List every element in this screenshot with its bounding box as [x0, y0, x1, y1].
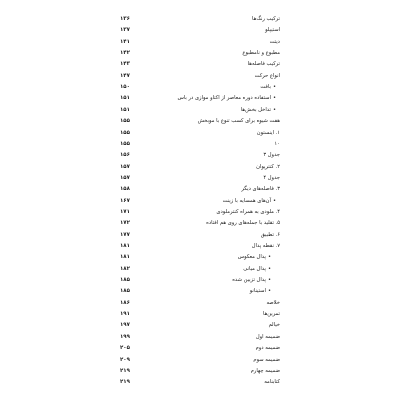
toc-entry-title — [252, 14, 280, 24]
bullet-icon: • — [267, 265, 271, 272]
toc-entry[interactable] — [120, 196, 280, 206]
toc-entry[interactable] — [120, 14, 280, 24]
toc-entry[interactable] — [120, 298, 280, 308]
toc-entry-title — [263, 309, 280, 319]
toc-entry-text: ۶. تطبیق — [260, 231, 280, 238]
toc-entry-page-number: ۱۸۱ — [120, 243, 130, 249]
bullet-icon: • — [267, 277, 271, 284]
toc-entry-text: ۵. تقلید با جمله‌های روی هم افتاده — [206, 220, 280, 227]
bullet-icon: • — [272, 106, 276, 113]
toc-entry-text: ۴. ملودی به همراه کنترملودی — [216, 208, 280, 215]
toc-entry-title — [270, 37, 280, 47]
toc-entry-text: ۱. اینستون — [256, 129, 280, 136]
toc-entry-text: خیالم — [268, 322, 280, 329]
toc-entry-text: ۷. نقطه پدال — [251, 243, 280, 249]
toc-entry[interactable] — [120, 343, 280, 353]
table-of-contents — [120, 8, 280, 394]
toc-entry-page-number: ۱۳۷ — [120, 27, 130, 34]
toc-entry-title — [264, 377, 280, 387]
toc-entry-title — [255, 71, 280, 81]
toc-entry[interactable] — [120, 71, 280, 81]
toc-entry-text: تداخل بخش‌ها — [240, 106, 271, 113]
toc-entry-page-number: ۱۴۳ — [120, 61, 130, 68]
toc-entry-title — [251, 366, 280, 376]
bullet-icon: • — [272, 197, 276, 204]
toc-entry-text: ۲. کنترپوان — [256, 163, 280, 170]
toc-entry[interactable] — [120, 25, 280, 35]
toc-entry-text: ترکیب رنگ‌ها — [252, 16, 280, 22]
toc-entry-title — [248, 59, 280, 69]
toc-entry-page-number: ۱۳۶ — [120, 16, 130, 22]
toc-entry-page-number: ۱۶۷ — [120, 197, 130, 204]
toc-entry[interactable] — [120, 173, 280, 183]
toc-entry[interactable] — [120, 162, 280, 172]
toc-entry-text: خلاصه — [266, 299, 280, 306]
toc-entry-title — [223, 196, 276, 206]
toc-entry-title — [256, 162, 280, 172]
toc-entry-page-number: ۱۹۱ — [120, 311, 130, 318]
toc-entry-title — [257, 128, 280, 138]
toc-entry[interactable] — [120, 116, 280, 126]
toc-entry[interactable] — [120, 218, 280, 228]
toc-entry[interactable] — [120, 184, 280, 194]
toc-entry-title — [198, 116, 280, 126]
toc-entry[interactable] — [120, 105, 280, 115]
toc-entry-text: مطبوع و نامطبوع — [242, 50, 280, 57]
toc-entry[interactable] — [120, 332, 280, 342]
toc-entry-page-number: ۱۵۵ — [120, 129, 130, 136]
toc-entry-page-number: ۱۵۷ — [120, 163, 130, 170]
toc-entry-page-number: ۲۱۹ — [120, 379, 130, 386]
toc-entry-title — [250, 286, 271, 296]
toc-entry-title — [267, 298, 281, 308]
toc-entry[interactable] — [120, 207, 280, 217]
bullet-icon: • — [267, 288, 271, 295]
toc-entry-title — [206, 218, 280, 228]
bullet-icon: • — [272, 95, 276, 102]
toc-entry-page-number: ۱۹۹ — [120, 333, 130, 340]
toc-entry[interactable] — [120, 309, 280, 319]
toc-entry-page-number: ۱۸۲ — [120, 265, 130, 272]
toc-entry-page-number: ۱۵۰ — [120, 84, 130, 91]
toc-entry-page-number: ۱۴۷ — [120, 72, 130, 79]
toc-entry-page-number: ۱۵۵ — [120, 118, 130, 125]
toc-entry-text: پدال میانی — [243, 265, 266, 272]
toc-entry[interactable] — [120, 150, 280, 160]
toc-entry-text: استینانو — [249, 288, 266, 295]
toc-entry-text: هفت شیوه برای کسب تنوع با موبخش — [197, 118, 280, 125]
toc-entry[interactable] — [120, 48, 280, 58]
toc-entry[interactable] — [120, 286, 280, 296]
toc-entry-text: ۳. فاصله‌های دیگر — [241, 186, 280, 193]
toc-entry-page-number: ۲۱۹ — [120, 367, 130, 374]
toc-entry-page-number: ۱۸۱ — [120, 254, 130, 261]
toc-entry-page-number: ۱۷۲ — [120, 220, 130, 227]
toc-entry-title — [274, 139, 280, 149]
toc-entry-text: کتابنامه — [264, 379, 280, 386]
toc-entry-text: انواع حرکت — [254, 72, 280, 79]
toc-entry-page-number: ۱۴۲ — [120, 50, 130, 57]
toc-entry-text: ترکیب فاصله‌ها — [247, 61, 280, 68]
toc-entry-page-number: ۱۵۱ — [120, 106, 130, 113]
toc-entry-page-number: ۱۴۱ — [120, 38, 130, 45]
toc-entry-text: ضمیمه دوم — [255, 345, 280, 352]
toc-entry-text: ۱۰ — [274, 140, 280, 147]
toc-entry[interactable] — [120, 82, 280, 92]
toc-entry-title — [263, 173, 280, 183]
toc-entry-page-number: ۱۵۸ — [120, 186, 130, 193]
toc-entry-text: ضمیمه اول — [255, 333, 280, 340]
bullet-icon: • — [267, 254, 271, 261]
bullet-icon: • — [272, 84, 276, 91]
toc-entry-page-number: ۱۷۷ — [120, 231, 130, 238]
toc-entry[interactable] — [120, 366, 280, 376]
toc-entry-page-number: ۱۷۱ — [120, 208, 130, 215]
toc-entry-title — [232, 275, 271, 285]
toc-entry[interactable] — [120, 37, 280, 47]
toc-entry-page-number: ۲۰۵ — [120, 345, 130, 352]
toc-entry-text: جدول ۴ — [263, 174, 280, 181]
toc-entry-title — [269, 320, 280, 330]
toc-entry-text: دیتت — [269, 38, 280, 45]
toc-entry-text: استفاده دوره معاصر از اکتاو موازی در باس — [177, 95, 271, 102]
toc-entry[interactable] — [120, 230, 280, 240]
toc-entry[interactable] — [120, 320, 280, 330]
toc-entry-text: پدال معکوس — [237, 254, 266, 261]
toc-entry[interactable] — [120, 252, 280, 262]
toc-entry-title — [265, 25, 280, 35]
toc-entry[interactable] — [120, 139, 280, 149]
toc-entry-title — [252, 241, 280, 251]
toc-entry-text: آن‌های همسایه با زینت — [222, 197, 271, 204]
toc-entry-text: بافت — [260, 84, 271, 91]
toc-entry-text: ضمیمه سوم — [253, 356, 280, 363]
toc-entry-title — [238, 252, 271, 262]
toc-entry[interactable] — [120, 377, 280, 387]
toc-entry-page-number: ۱۸۵ — [120, 277, 130, 284]
toc-entry-title — [242, 48, 280, 58]
toc-entry-page-number: ۲۰۹ — [120, 356, 130, 363]
toc-entry-page-number: ۱۵۶ — [120, 152, 130, 159]
toc-entry-title — [241, 184, 280, 194]
toc-entry-page-number: ۱۸۵ — [120, 288, 130, 295]
toc-entry-title — [261, 230, 280, 240]
toc-entry-text: پدال تزیین شده — [232, 277, 266, 284]
toc-entry-text: جدول ۳ — [263, 152, 280, 159]
toc-entry-page-number: ۱۸۶ — [120, 299, 130, 306]
toc-entry[interactable] — [120, 355, 280, 365]
toc-entry[interactable] — [120, 59, 280, 69]
toc-entry-title — [260, 82, 276, 92]
toc-entry-page-number: ۱۵۷ — [120, 174, 130, 181]
toc-entry-text: ضمیمه چهارم — [250, 367, 280, 374]
toc-entry[interactable] — [120, 241, 280, 251]
toc-entry[interactable] — [120, 275, 280, 285]
toc-entry-title — [256, 332, 280, 342]
toc-entry-title — [263, 150, 280, 160]
toc-entry-title — [253, 355, 280, 365]
toc-entry-title — [243, 264, 271, 274]
toc-entry-text: تمرین‌ها — [262, 311, 280, 318]
toc-entry-title — [216, 207, 280, 217]
toc-entry-page-number: ۱۹۷ — [120, 322, 130, 329]
toc-entry-title — [241, 105, 276, 115]
toc-entry-page-number: ۱۵۱ — [120, 95, 130, 102]
toc-entry-title — [177, 93, 276, 103]
toc-entry[interactable] — [120, 264, 280, 274]
toc-entry-page-number: ۱۵۵ — [120, 140, 130, 147]
toc-entry-text: استیپلو — [265, 27, 280, 34]
toc-entry[interactable] — [120, 128, 280, 138]
toc-entry-title — [256, 343, 280, 353]
toc-entry[interactable] — [120, 93, 280, 103]
